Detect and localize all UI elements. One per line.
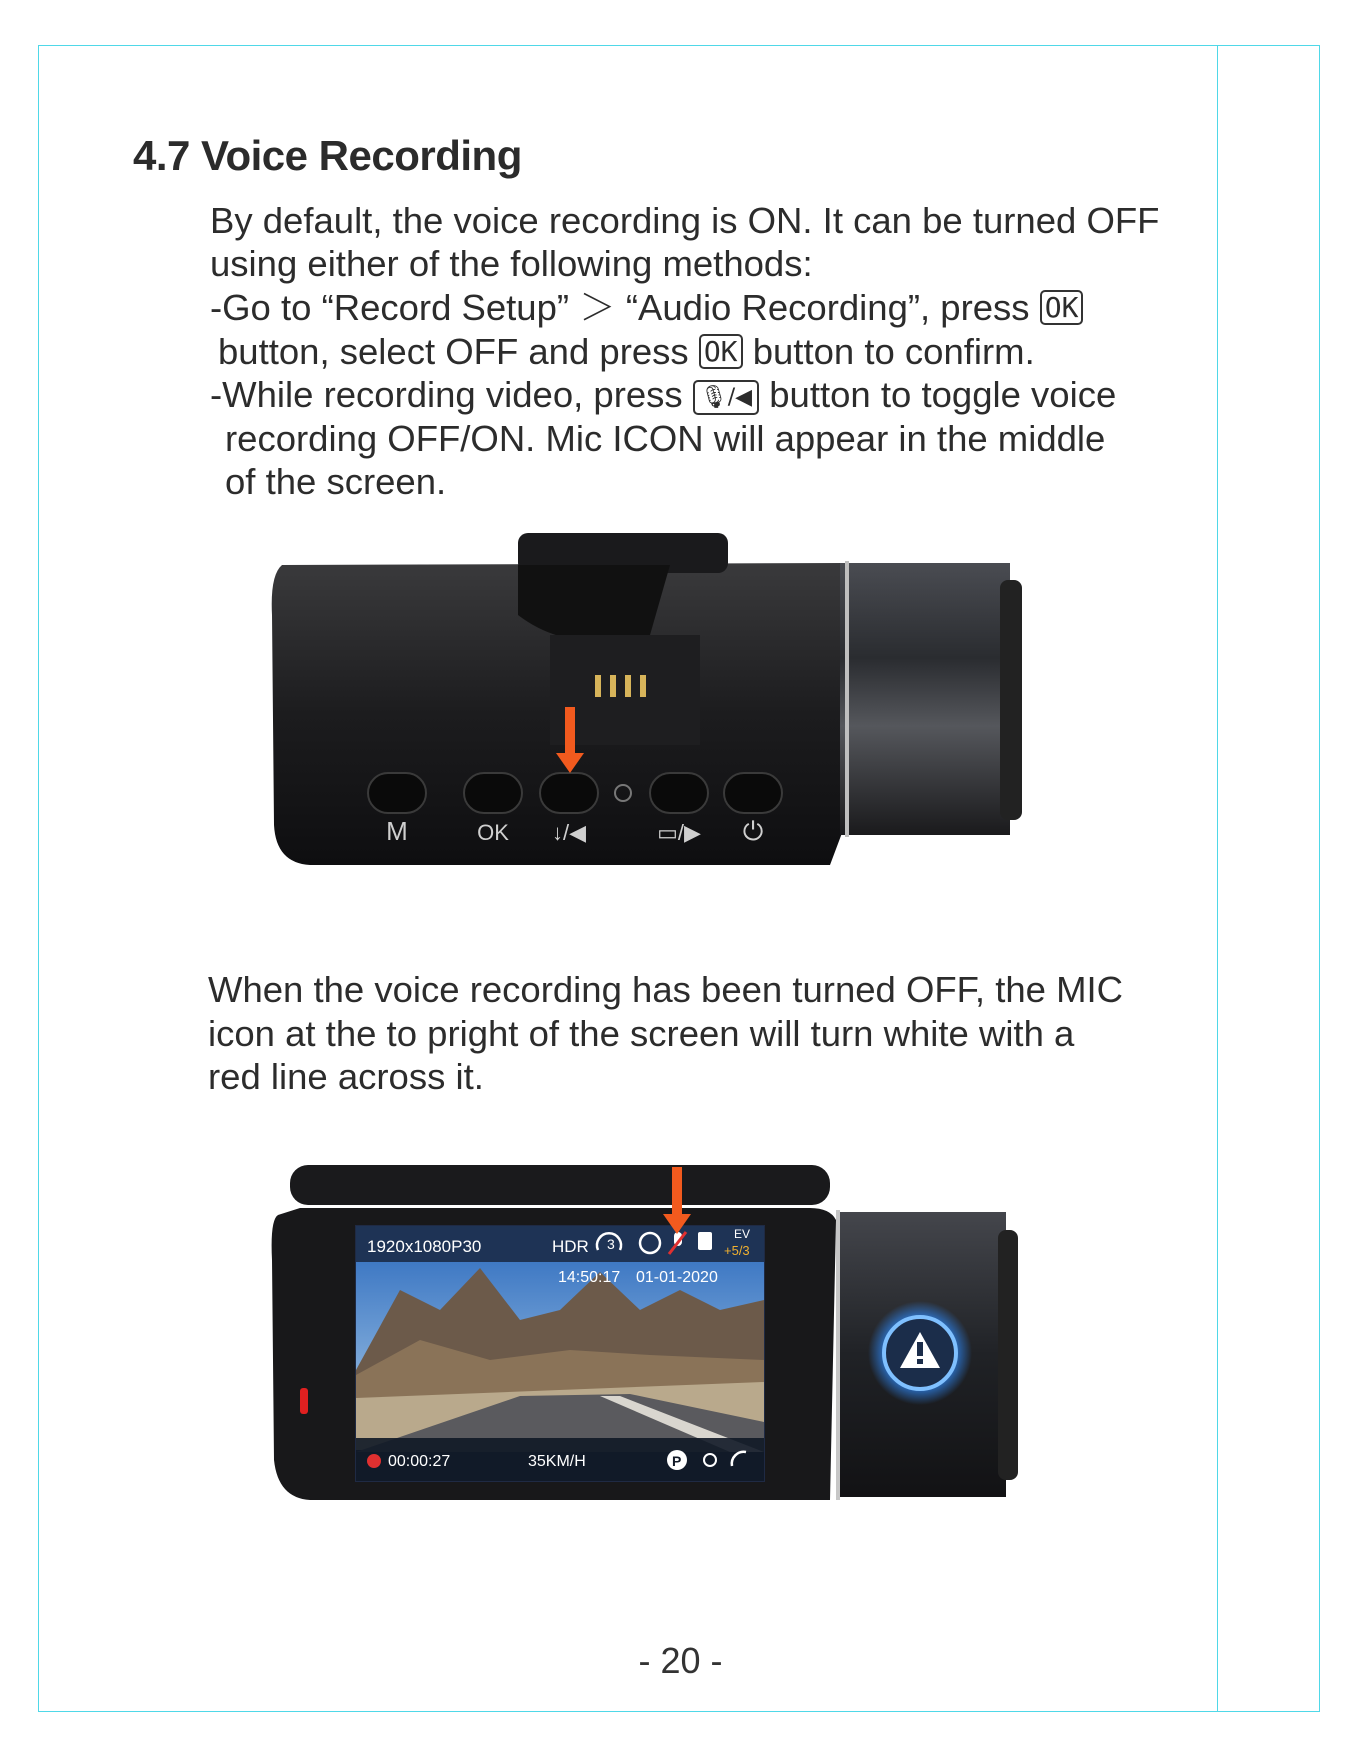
note-line-2: icon at the to pright of the screen will turn white with a: [208, 1013, 1075, 1054]
resolution-label: 1920x1080P30: [367, 1237, 482, 1256]
section-heading: 4.7 Voice Recording: [133, 132, 522, 179]
page-margin-rule: [1217, 45, 1218, 1712]
note-line-1: When the voice recording has been turned OFF, the MIC: [208, 969, 1123, 1010]
parking-label: P: [672, 1453, 682, 1469]
power-button[interactable]: [724, 773, 782, 813]
method-2-line-3: of the screen.: [225, 461, 447, 502]
date-label: 01-01-2020: [636, 1269, 718, 1286]
method-1-text-3: button to confirm.: [752, 331, 1035, 372]
method-1-line-1: [210, 286, 1083, 330]
note-line-3: red line across it.: [208, 1056, 484, 1097]
dashcam-screen-photo: [270, 1160, 1030, 1505]
power-button-label: ⏻: [742, 816, 764, 846]
method-2-line-2: recording OFF/ON. Mic ICON will appear in the middle: [225, 418, 1106, 459]
method-2-text-2: button to toggle voice: [769, 374, 1117, 415]
rec-time-label: 00:00:27: [388, 1453, 451, 1470]
intro-line-2: using either of the following methods:: [210, 243, 813, 284]
ok-key-icon: OK: [699, 334, 743, 369]
rec-dot-icon: [367, 1454, 381, 1468]
file-button-label: ▭/▶: [657, 820, 701, 845]
m-button-label: M: [386, 816, 408, 846]
page-number: - 20 -: [638, 1640, 723, 1681]
ev-label: EV: [734, 1227, 751, 1241]
method-2-line-1: [210, 373, 1116, 417]
time-label: 14:50:17: [558, 1269, 621, 1286]
m-button[interactable]: [368, 773, 426, 813]
dashcam-buttons-photo: [270, 525, 1030, 865]
sd-card-icon: [698, 1232, 712, 1250]
method-1-text: -Go to “Record Setup” ＞ “Audio Recording”, press: [210, 287, 1030, 328]
ok-key-icon: OK: [1040, 290, 1084, 325]
speed-label: 35KM/H: [528, 1453, 586, 1470]
mic-button-label: ↓/◀: [551, 820, 587, 845]
file-button[interactable]: [650, 773, 708, 813]
method-2-text: -While recording video, press: [210, 374, 683, 415]
hdr-label: HDR: [552, 1237, 589, 1256]
mic-button[interactable]: [540, 773, 598, 813]
loop-label: 3: [607, 1236, 615, 1252]
ok-button[interactable]: [464, 773, 522, 813]
intro-line-1: By default, the voice recording is ON. It can be turned OFF: [210, 200, 1160, 241]
ev-value: +5/3: [724, 1243, 750, 1258]
method-1-text-2: button, select OFF and press: [218, 331, 689, 372]
ok-button-label: OK: [477, 820, 509, 845]
mic-key-icon: 🎙/◀: [693, 380, 759, 415]
record-led-icon: [300, 1388, 308, 1414]
method-1-line-2: [218, 330, 1035, 374]
